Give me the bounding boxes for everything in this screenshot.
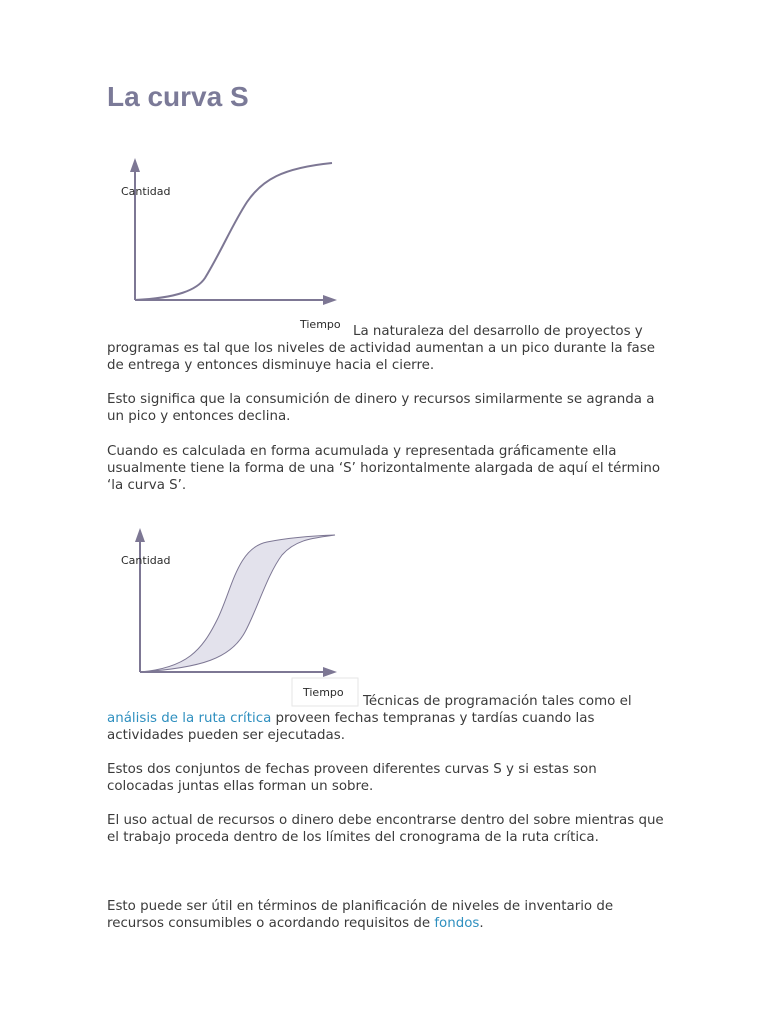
critical-path-analysis-link[interactable]: análisis de la ruta crítica <box>107 711 272 726</box>
x-axis-arrow <box>323 667 337 677</box>
paragraph-7-text-start: Esto puede ser útil en términos de planificación de niveles de inventario de recursos consumibles o acordando requisitos de <box>107 899 614 931</box>
y-axis-label: Cantidad <box>121 554 171 567</box>
paragraph-1: La naturaleza del desarrollo de proyectos y programas es tal que los niveles de actividad aumentan a un pico durante la fase de entrega y entonces disminuye hacia el cierre. <box>107 324 655 373</box>
paragraph-7-text-end: . <box>479 916 484 931</box>
y-axis-label: Cantidad <box>121 185 171 198</box>
funds-link[interactable]: fondos <box>434 916 480 931</box>
paragraph-6: El uso actual de recursos o dinero debe encontrarse dentro del sobre mientras que el trabajo proceda dentro de los límites del cronograma de la ruta crítica. <box>107 813 664 845</box>
paragraph-4-text-end: proveen fechas tempranas y tardías cuando las actividades pueden ser ejecutadas. <box>107 711 595 743</box>
x-axis-label: Tiempo <box>300 318 341 331</box>
page-title: La curva S <box>107 81 249 112</box>
paragraph-4-text-start: Técnicas de programación tales como el <box>363 694 632 709</box>
x-axis-label: Tiempo <box>303 686 344 699</box>
paragraph-7 <box>107 898 667 932</box>
paragraph-4 <box>107 693 667 744</box>
s-curve-envelope-figure <box>107 520 357 710</box>
s-curve-chart <box>107 150 357 340</box>
paragraph-2: Esto significa que la consumición de dinero y recursos similarmente se agranda a un pico y entonces declina. <box>107 392 655 424</box>
s-curve-line <box>135 163 332 300</box>
paragraph-3: Cuando es calculada en forma acumulada y representada gráficamente ella usualmente tiene la forma de una ‘S’ horizontalmente alargada de aquí el término ‘la curva S’. <box>107 444 661 493</box>
x-axis-arrow <box>323 295 337 305</box>
y-axis-arrow <box>130 158 140 172</box>
paragraph-5: Estos dos conjuntos de fechas proveen diferentes curvas S y si estas son colocadas juntas ellas forman un sobre. <box>107 762 597 794</box>
y-axis-arrow <box>135 528 145 542</box>
s-curve-envelope-chart <box>107 520 357 710</box>
s-curve-figure <box>107 150 357 340</box>
